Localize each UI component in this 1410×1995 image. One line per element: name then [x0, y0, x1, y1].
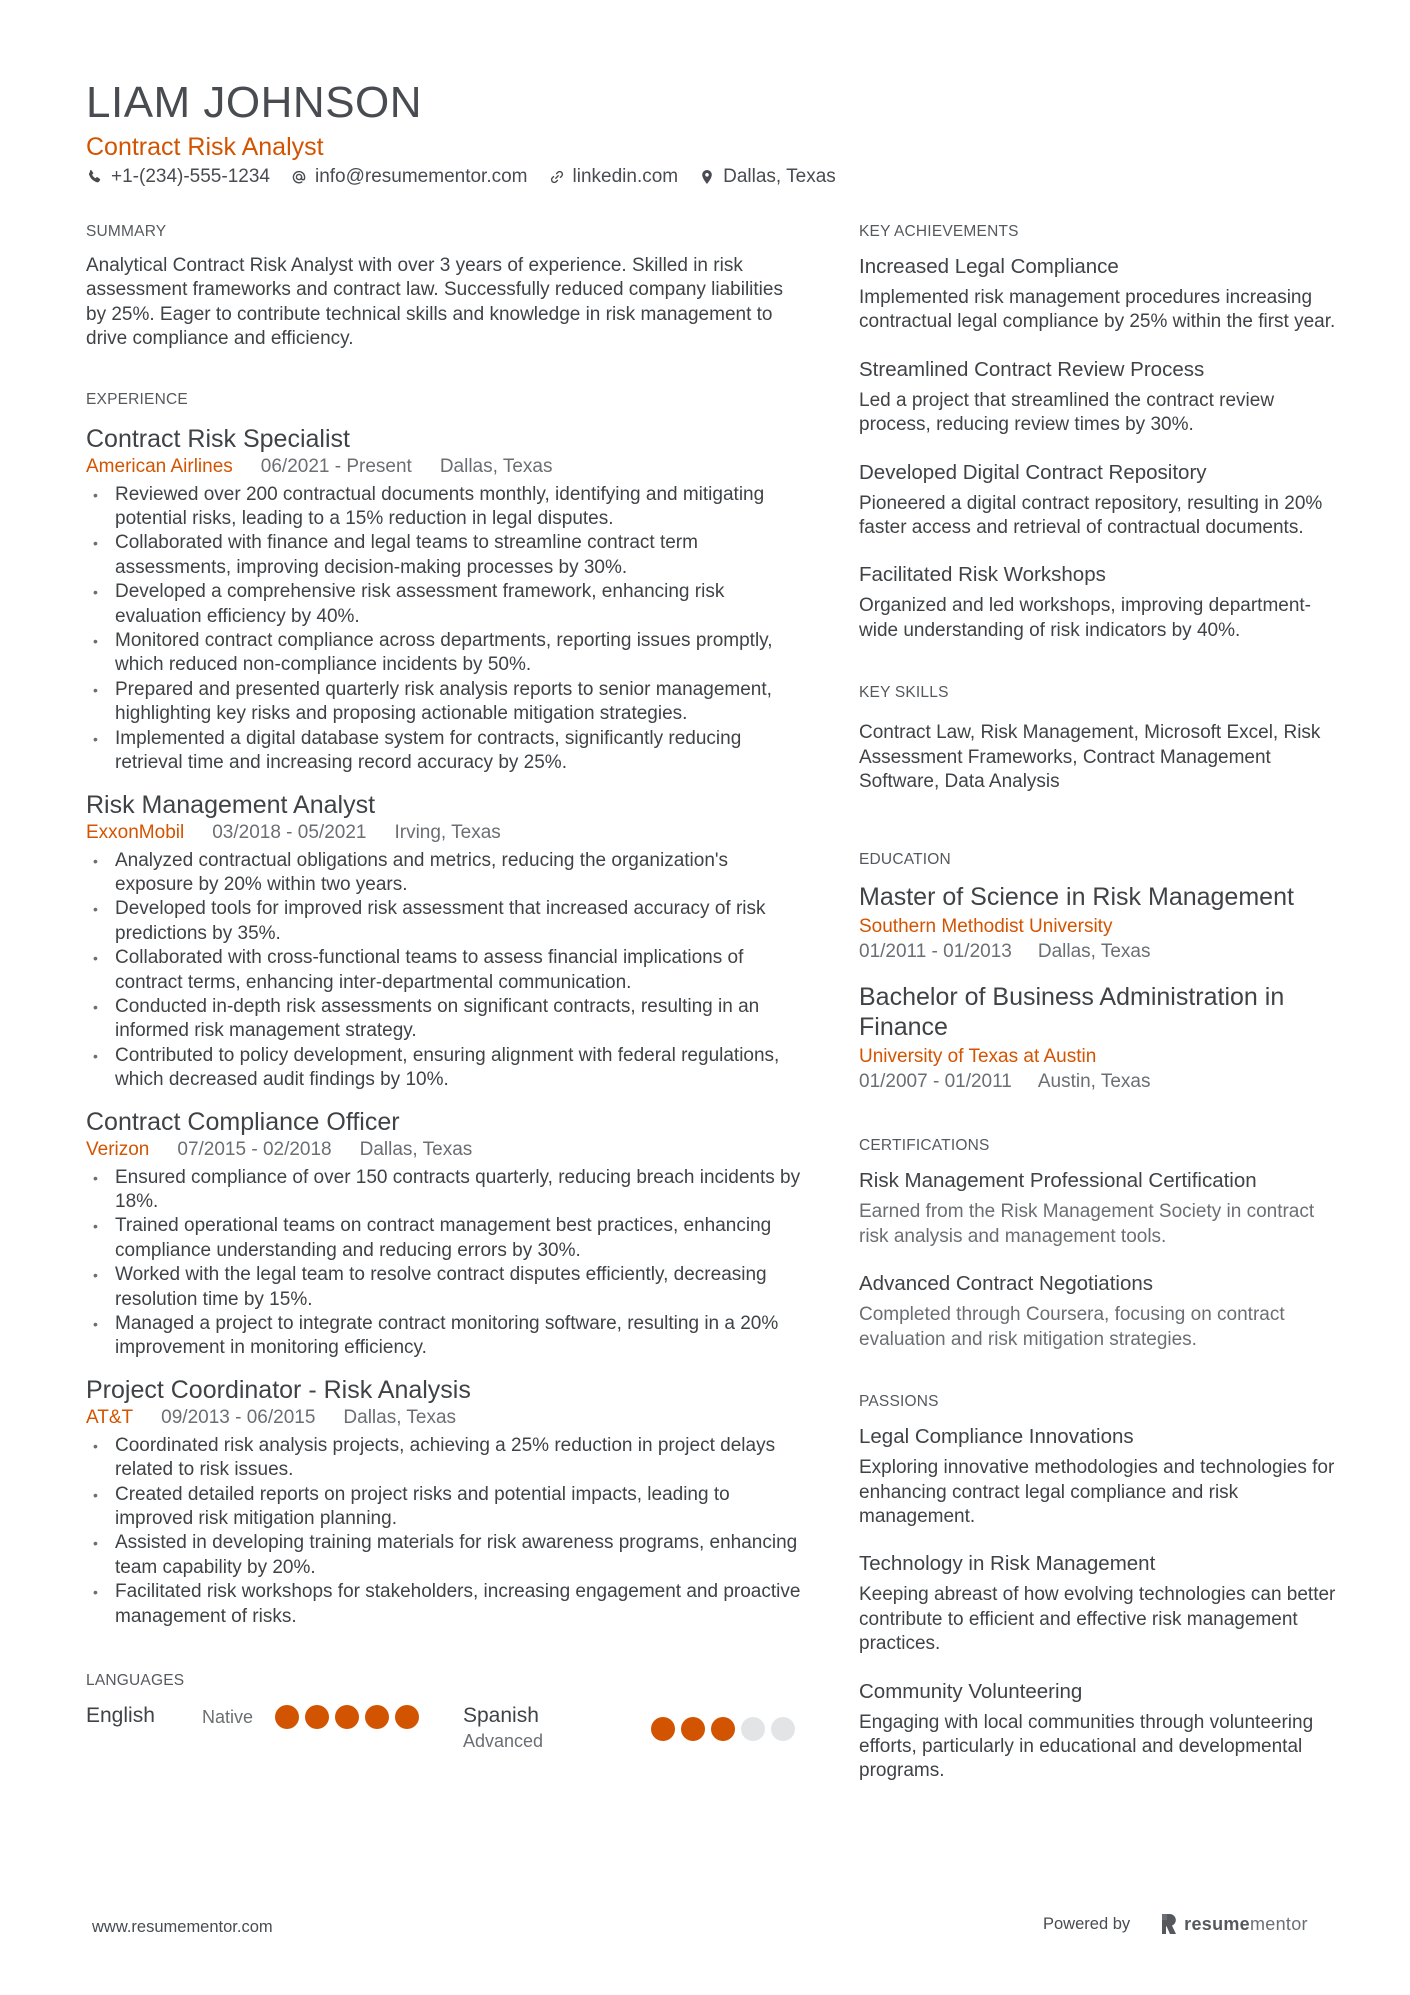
job-company: ExxonMobil — [86, 821, 185, 843]
bullet-dot-icon: • — [93, 901, 98, 918]
education-school: Southern Methodist University — [859, 916, 1113, 938]
bullet-item — [86, 1312, 808, 1361]
bullet-text: Prepared and presented quarterly risk analysis reports to senior management, highlighting key risks and proposing actionable mitigation strategies. — [115, 678, 772, 725]
bullet-item — [86, 1434, 808, 1483]
education-meta — [859, 1070, 1337, 1094]
bullet-dot-icon: • — [93, 1169, 98, 1186]
passions-section — [859, 1392, 1337, 1784]
bullet-item — [86, 849, 808, 898]
bullet-item — [86, 1044, 808, 1093]
job-title: Contract Risk Specialist — [86, 424, 350, 453]
job-meta — [86, 1137, 808, 1162]
language-rating-spanish — [651, 1717, 801, 1741]
bullet-item — [86, 1214, 808, 1263]
job-title: Project Coordinator - Risk Analysis — [86, 1375, 471, 1404]
at-icon — [290, 168, 308, 186]
bullet-item — [86, 629, 808, 678]
bullet-item — [86, 1580, 808, 1629]
resumementor-logo-icon — [1160, 1913, 1178, 1935]
job-entry — [86, 790, 808, 1093]
candidate-title: Contract Risk Analyst — [86, 133, 324, 161]
contact-row — [86, 164, 856, 190]
job-bullets — [86, 849, 808, 1093]
link-icon — [548, 168, 566, 186]
certification-desc: Completed through Coursera, focusing on contract evaluation and risk mitigation strategies. — [859, 1304, 1285, 1350]
passion-title: Community Volunteering — [859, 1679, 1083, 1703]
passion-item — [859, 1679, 1337, 1784]
job-company: AT&T — [86, 1406, 134, 1428]
achievement-title: Developed Digital Contract Repository — [859, 460, 1207, 484]
job-entry — [86, 424, 808, 776]
rating-dot-filled — [275, 1705, 299, 1729]
language-level: Advanced — [463, 1731, 544, 1752]
job-entry — [86, 1107, 808, 1361]
job-dates: 03/2018 - 05/2021 — [212, 821, 367, 843]
bullet-text: Managed a project to integrate contract monitoring software, resulting in a 20% improvement in monitoring efficiency. — [115, 1313, 779, 1359]
contact-phone[interactable] — [86, 166, 270, 188]
bullet-dot-icon: • — [93, 1437, 98, 1454]
achievements-heading: KEY ACHIEVEMENTS — [859, 223, 1019, 240]
achievement-desc: Pioneered a digital contract repository, resulting in 20% faster access and retrieval of contractual documents. — [859, 492, 1323, 539]
achievement-item — [859, 562, 1337, 643]
bullet-text: Developed tools for improved risk assessment that increased accuracy of risk predictions by 35%. — [115, 898, 766, 944]
passion-title: Legal Compliance Innovations — [859, 1425, 1134, 1449]
job-location: Dallas, Texas — [439, 455, 553, 477]
passion-title: Technology in Risk Management — [859, 1552, 1156, 1576]
rating-dot-filled — [395, 1705, 419, 1729]
achievements-section — [859, 222, 1337, 643]
candidate-name: LIAM JOHNSON — [86, 78, 423, 127]
bullet-item — [86, 995, 808, 1044]
languages-section — [86, 1671, 808, 1755]
bullet-text: Contributed to policy development, ensuring alignment with federal regulations, which decreased audit findings by 10%. — [115, 1044, 780, 1091]
bullet-item — [86, 1263, 808, 1312]
passion-desc: Exploring innovative methodologies and technologies for enhancing contract legal compliance and risk management. — [859, 1457, 1335, 1527]
bullet-text: Collaborated with cross-functional teams to assess financial implications of contract terms, enhancing inter-departmental communication. — [115, 947, 744, 993]
language-name: English — [86, 1704, 155, 1728]
education-dates: 01/2007 - 01/2011 — [859, 1071, 1012, 1093]
experience-section — [86, 390, 808, 1629]
bullet-text: Analyzed contractual obligations and metrics, reducing the organization's exposure by 20% within two years. — [115, 849, 729, 895]
passion-desc: Keeping abreast of how evolving technologies can better contribute to efficient and effective risk management practices. — [859, 1584, 1336, 1655]
bullet-item — [86, 483, 808, 532]
summary-heading: SUMMARY — [86, 223, 167, 240]
bullet-dot-icon: • — [93, 1047, 98, 1064]
bullet-item — [86, 727, 808, 776]
contact-linkedin[interactable] — [548, 166, 679, 188]
certifications-section — [859, 1136, 1337, 1352]
bullet-item — [86, 678, 808, 727]
bullet-item — [86, 897, 808, 946]
certification-desc: Earned from the Risk Management Society in contract risk analysis and management tools. — [859, 1201, 1315, 1247]
languages-heading: LANGUAGES — [86, 1672, 185, 1690]
bullet-text: Facilitated risk workshops for stakeholders, increasing engagement and proactive management of risks. — [115, 1581, 801, 1627]
bullet-dot-icon: • — [93, 998, 98, 1015]
resumementor-logo[interactable] — [1160, 1913, 1308, 1935]
rating-dot-empty — [741, 1717, 765, 1741]
job-meta — [86, 1405, 808, 1430]
bullet-item — [86, 1483, 808, 1532]
certification-title: Risk Management Professional Certification — [859, 1169, 1257, 1193]
rating-dot-filled — [711, 1717, 735, 1741]
bullet-text: Ensured compliance of over 150 contracts quarterly, reducing breach incidents by 18%. — [115, 1166, 801, 1212]
education-heading: EDUCATION — [859, 851, 951, 869]
footer-powered-by — [1043, 1913, 1308, 1935]
bullet-text: Implemented a digital database system for contracts, significantly reducing retrieval time and increasing record accuracy by 25%. — [115, 727, 742, 774]
skills-heading: KEY SKILLS — [859, 684, 949, 702]
summary-text: Analytical Contract Risk Analyst with over 3 years of experience. Skilled in risk assessment frameworks and contract law. Successfully reduced company liabilities by 25%. Eager to contribute technical skills and knowledge in risk management to drive compliance and efficiency. — [86, 255, 783, 350]
certification-item — [859, 1271, 1337, 1352]
language-level: Native — [202, 1707, 254, 1728]
job-bullets — [86, 1166, 808, 1361]
achievement-title: Facilitated Risk Workshops — [859, 563, 1106, 587]
language-english — [86, 1703, 155, 1729]
passion-item — [859, 1551, 1337, 1656]
bullet-dot-icon: • — [93, 1486, 98, 1503]
language-spanish — [463, 1703, 543, 1753]
education-degree: Master of Science in Risk Management — [859, 883, 1294, 912]
job-entry — [86, 1375, 808, 1629]
bullet-text: Assisted in developing training materials for risk awareness programs, enhancing team capability by 20%. — [115, 1532, 798, 1578]
job-company: Verizon — [86, 1138, 150, 1160]
rating-dot-filled — [365, 1705, 389, 1729]
phone-icon — [86, 168, 104, 186]
powered-by-text: Powered by — [1043, 1914, 1131, 1933]
achievement-item — [859, 357, 1337, 438]
bullet-item — [86, 1166, 808, 1215]
bullet-dot-icon: • — [93, 1267, 98, 1284]
achievement-desc: Organized and led workshops, improving department-wide understanding of risk indicators by 40%. — [859, 595, 1312, 641]
bullet-text: Monitored contract compliance across departments, reporting issues promptly, which reduced non-compliance incidents by 50%. — [115, 630, 773, 676]
education-location: Dallas, Texas — [1037, 941, 1151, 963]
bullet-dot-icon: • — [93, 633, 98, 650]
job-dates: 09/2013 - 06/2015 — [161, 1406, 316, 1428]
passions-heading: PASSIONS — [859, 1393, 939, 1411]
education-location: Austin, Texas — [1037, 1071, 1151, 1093]
education-item — [859, 982, 1337, 1094]
job-location: Irving, Texas — [394, 821, 501, 843]
passion-desc: Engaging with local communities through volunteering efforts, particularly in educational and developmental programs. — [859, 1711, 1314, 1782]
certification-item — [859, 1168, 1337, 1249]
bullet-item — [86, 946, 808, 995]
bullet-dot-icon: • — [93, 535, 98, 552]
contact-email[interactable] — [290, 166, 528, 188]
contact-location — [698, 166, 836, 188]
achievement-desc: Led a project that streamlined the contract review process, reducing review times by 30%. — [859, 389, 1275, 436]
bullet-dot-icon: • — [93, 1584, 98, 1601]
bullet-text: Created detailed reports on project risks and potential impacts, leading to improved risk mitigation planning. — [115, 1483, 730, 1530]
bullet-text: Worked with the legal team to resolve contract disputes efficiently, decreasing resolution time by 15%. — [115, 1264, 767, 1310]
bullet-text: Collaborated with finance and legal teams to streamline contract term assessments, improving decision-making processes by 30%. — [115, 532, 698, 578]
education-item — [859, 882, 1337, 964]
job-dates: 06/2021 - Present — [260, 455, 412, 477]
linkedin-text: linkedin.com — [572, 166, 679, 187]
achievement-title: Streamlined Contract Review Process — [859, 357, 1205, 381]
job-meta — [86, 454, 808, 479]
left-column — [86, 222, 808, 1755]
bullet-dot-icon: • — [93, 730, 98, 747]
email-text: info@resumementor.com — [314, 166, 528, 187]
bullet-text: Conducted in-depth risk assessments on significant contracts, resulting in an informed risk management strategy. — [115, 995, 760, 1042]
rating-dot-filled — [335, 1705, 359, 1729]
bullet-item — [86, 580, 808, 629]
bullet-dot-icon: • — [93, 681, 98, 698]
bullet-dot-icon: • — [93, 950, 98, 967]
skills-section — [859, 683, 1337, 794]
bullet-item — [86, 1531, 808, 1580]
bullet-dot-icon: • — [93, 1218, 98, 1235]
job-bullets — [86, 1434, 808, 1629]
job-company: American Airlines — [86, 455, 233, 477]
education-degree: Bachelor of Business Administration in Finance — [859, 983, 1285, 1042]
bullet-text: Coordinated risk analysis projects, achieving a 25% reduction in project delays related to risk issues. — [115, 1434, 776, 1481]
job-dates: 07/2015 - 02/2018 — [177, 1138, 332, 1160]
achievement-item — [859, 254, 1337, 335]
rating-dot-empty — [771, 1717, 795, 1741]
achievement-desc: Implemented risk management procedures increasing contractual legal compliance by 25% within the first year. — [859, 287, 1336, 333]
summary-section — [86, 222, 808, 352]
job-bullets — [86, 483, 808, 776]
languages-row — [86, 1703, 808, 1755]
logo-text-bold: resume — [1184, 1913, 1250, 1934]
experience-heading: EXPERIENCE — [86, 390, 188, 408]
passion-item — [859, 1424, 1337, 1529]
education-school: University of Texas at Austin — [859, 1046, 1097, 1068]
phone-text: +1-(234)-555-1234 — [111, 166, 270, 187]
education-section — [859, 850, 1337, 1094]
language-level-english — [202, 1705, 253, 1729]
footer-website-link[interactable]: www.resumementor.com — [92, 1918, 273, 1936]
achievement-item — [859, 460, 1337, 541]
job-meta — [86, 820, 808, 845]
bullet-item — [86, 531, 808, 580]
bullet-text: Developed a comprehensive risk assessment framework, enhancing risk evaluation efficiency by 40%. — [115, 581, 725, 627]
rating-dot-filled — [651, 1717, 675, 1741]
certifications-heading: CERTIFICATIONS — [859, 1137, 990, 1155]
skills-text: Contract Law, Risk Management, Microsoft Excel, Risk Assessment Frameworks, Contract Management Software, Data Analysis — [859, 722, 1321, 793]
language-rating-english — [275, 1705, 425, 1729]
rating-dot-filled — [681, 1717, 705, 1741]
education-dates: 01/2011 - 01/2013 — [859, 941, 1012, 963]
bullet-dot-icon: • — [93, 584, 98, 601]
location-pin-icon — [698, 168, 716, 186]
bullet-text: Trained operational teams on contract management best practices, enhancing compliance understanding and reducing errors by 30%. — [115, 1215, 772, 1261]
location-text: Dallas, Texas — [723, 166, 836, 187]
logo-text-light: mentor — [1249, 1913, 1308, 1934]
job-location: Dallas, Texas — [359, 1138, 473, 1160]
education-meta — [859, 940, 1337, 964]
bullet-dot-icon: • — [93, 1316, 98, 1332]
job-title: Contract Compliance Officer — [86, 1107, 400, 1136]
job-title: Risk Management Analyst — [86, 790, 376, 819]
achievement-title: Increased Legal Compliance — [859, 255, 1119, 278]
certification-title: Advanced Contract Negotiations — [859, 1272, 1154, 1296]
language-name: Spanish — [463, 1704, 539, 1728]
bullet-dot-icon: • — [93, 486, 98, 503]
bullet-dot-icon: • — [93, 1535, 98, 1552]
bullet-text: Reviewed over 200 contractual documents monthly, identifying and mitigating potential risks, leading to a 15% reduction in legal disputes. — [115, 483, 765, 530]
rating-dot-filled — [305, 1705, 329, 1729]
bullet-dot-icon: • — [93, 852, 98, 869]
right-column — [859, 222, 1337, 1784]
job-location: Dallas, Texas — [343, 1406, 457, 1428]
